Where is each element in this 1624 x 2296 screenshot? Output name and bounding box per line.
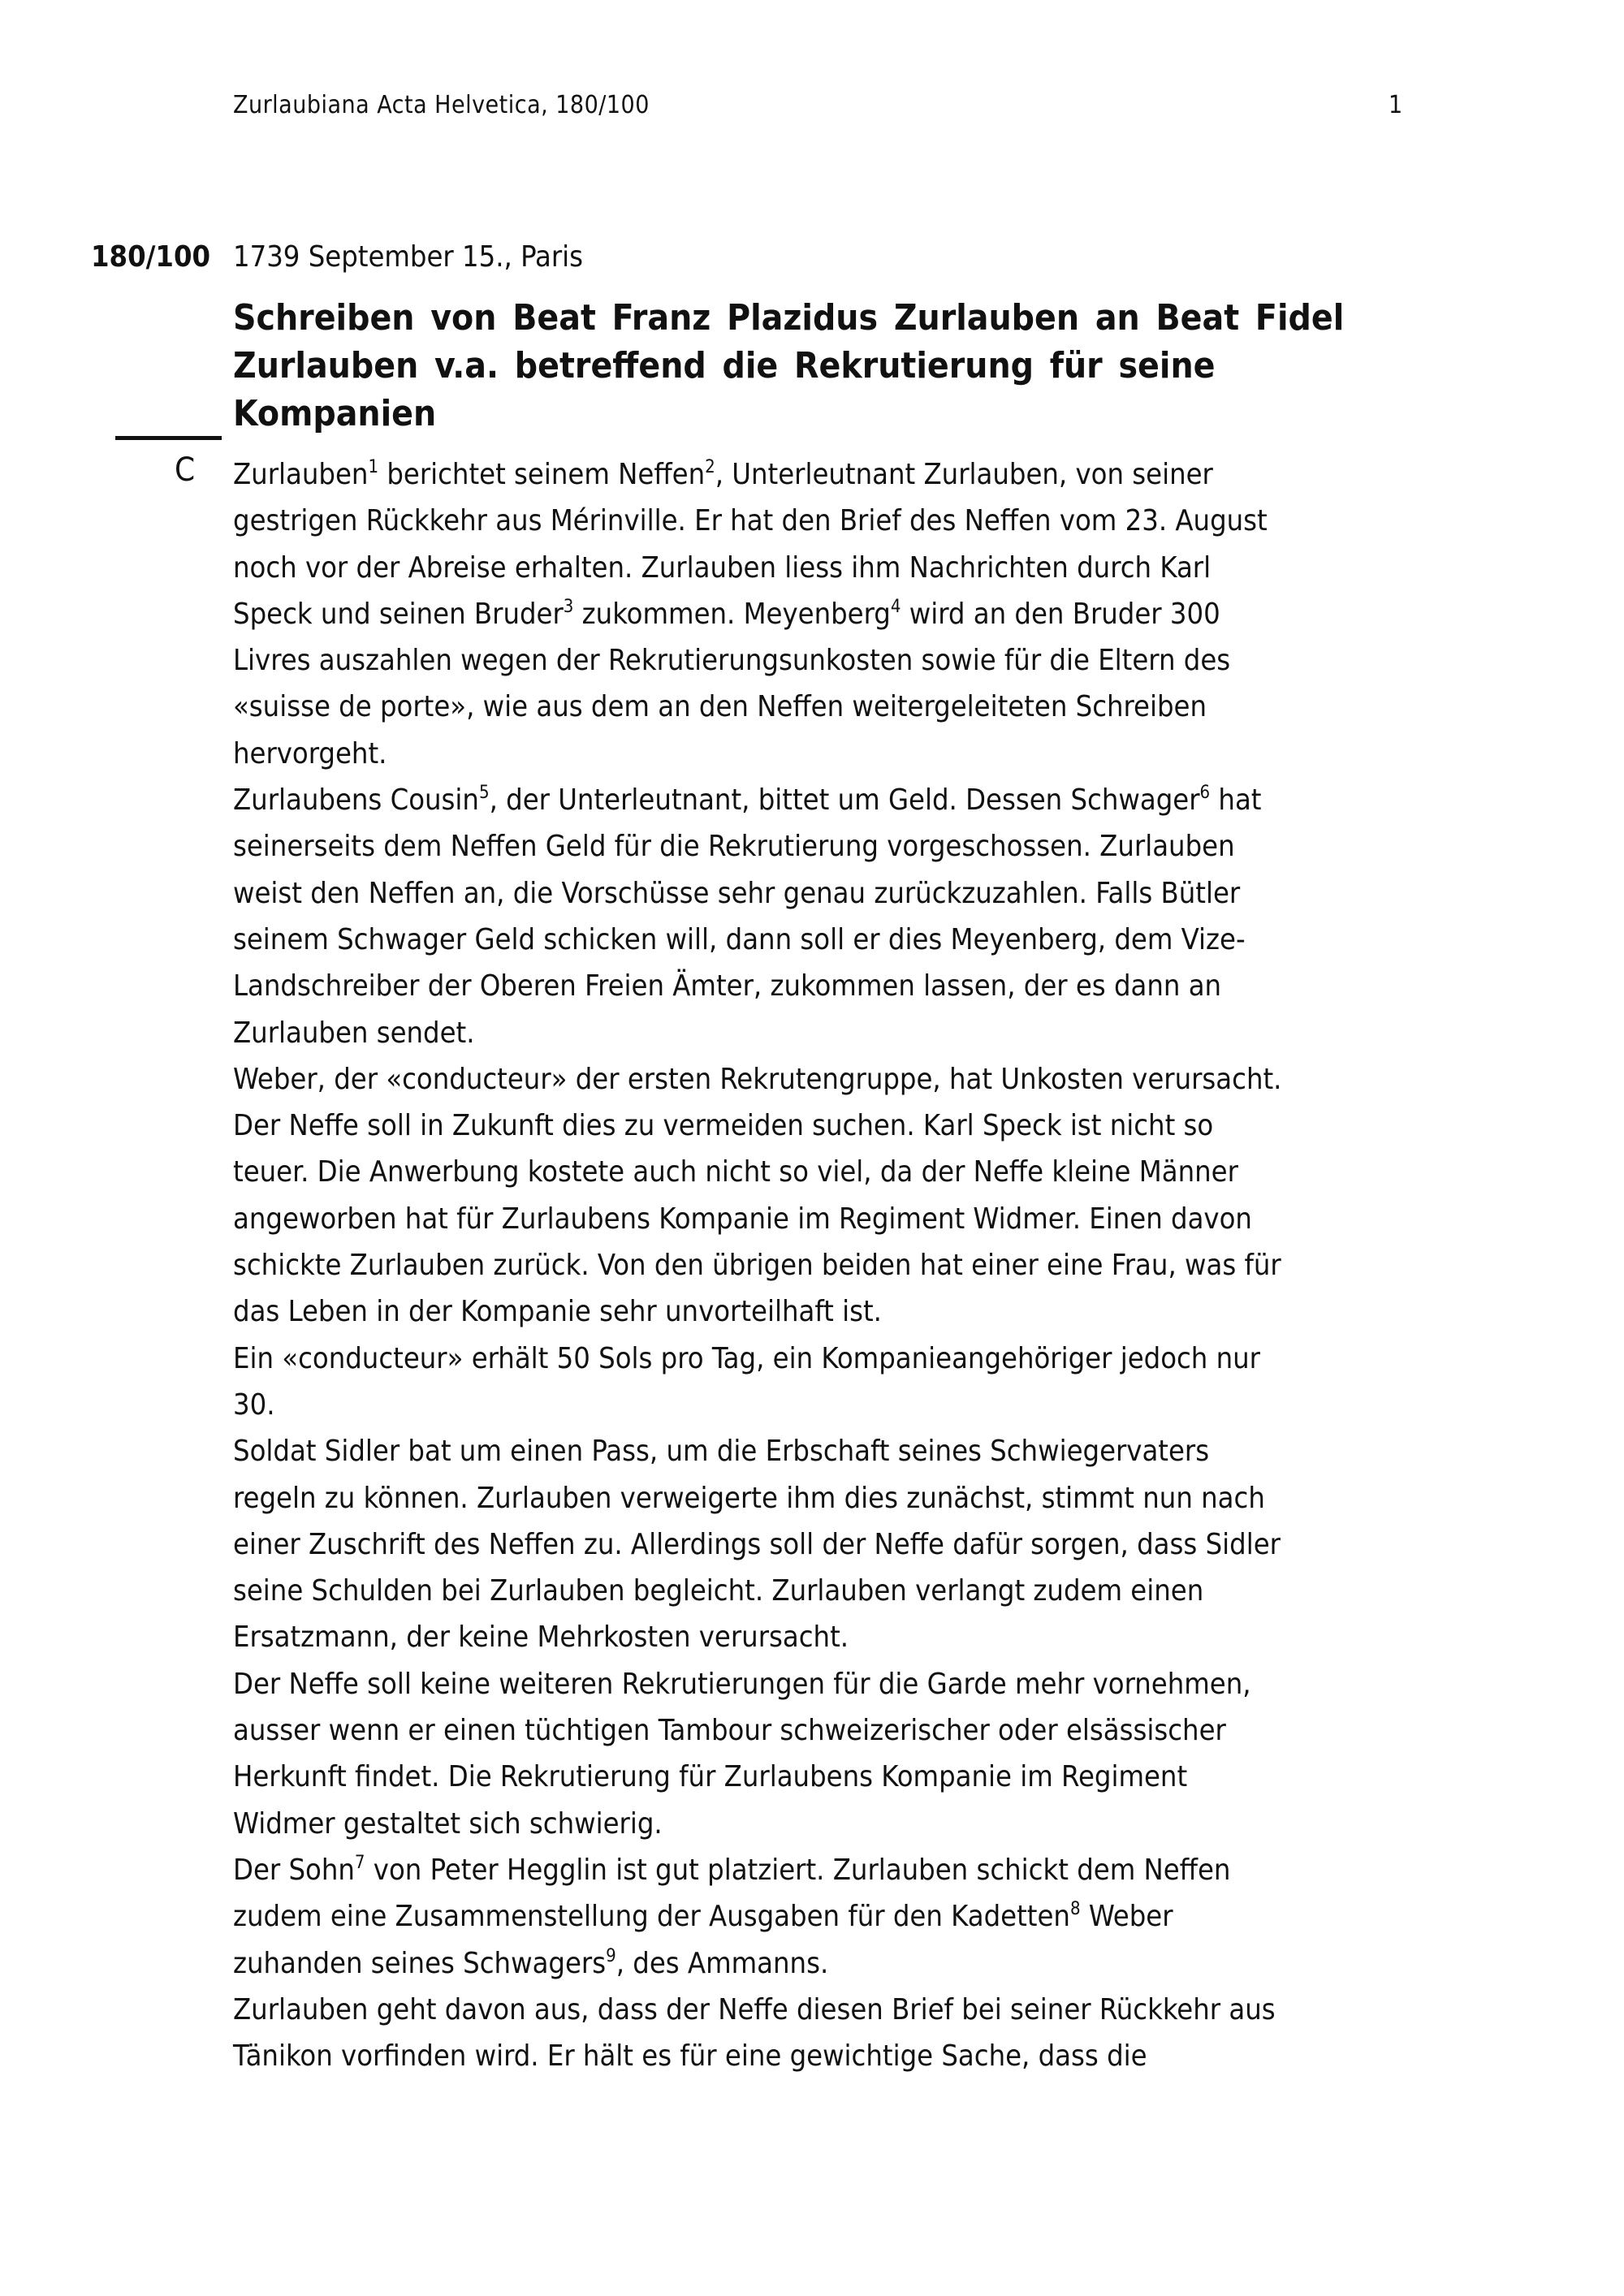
text-line xyxy=(233,1336,1281,1382)
text-line xyxy=(233,1614,1281,1660)
text-segment: Ein «conducteur» erhält 50 Sols pro Tag, ein Kompanieangehöriger jedoch nur xyxy=(233,1341,1260,1375)
footnote-marker: 7 xyxy=(354,1852,365,1873)
text-line xyxy=(233,1568,1281,1614)
text-segment: angeworben hat für Zurlaubens Kompanie im Regiment Widmer. Einen davon xyxy=(233,1202,1252,1236)
text-segment: das Leben in der Kompanie sehr unvorteilhaft ist. xyxy=(233,1295,882,1329)
text-line xyxy=(233,498,1281,544)
text-line xyxy=(233,1010,1281,1056)
running-header: Zurlaubiana Acta Helvetica, 180/100 xyxy=(233,91,650,119)
text-line xyxy=(233,1754,1281,1800)
text-line xyxy=(233,823,1281,870)
text-line xyxy=(233,1288,1281,1335)
text-line xyxy=(233,591,1281,637)
date-place: 1739 September 15., Paris xyxy=(233,240,584,274)
page-number: 1 xyxy=(1389,91,1403,119)
text-line xyxy=(233,1428,1281,1474)
regest-body xyxy=(233,451,1281,2079)
text-segment: hat xyxy=(1210,783,1262,818)
text-segment: ausser wenn er einen tüchtigen Tambour schweizerischer oder elsässischer xyxy=(233,1714,1226,1748)
text-line xyxy=(233,1987,1281,2033)
text-segment: Ersatzmann, der keine Mehrkosten verursacht. xyxy=(233,1621,849,1655)
text-line xyxy=(233,731,1281,777)
footnote-marker: 2 xyxy=(705,457,715,477)
text-segment: von Peter Hegglin ist gut platziert. Zurlauben schickt dem Neffen xyxy=(365,1853,1231,1887)
text-line xyxy=(233,1382,1281,1428)
text-segment: schickte Zurlauben zurück. Von den übrigen beiden hat einer eine Frau, was für xyxy=(233,1249,1281,1283)
text-line xyxy=(233,545,1281,591)
text-line xyxy=(233,451,1281,498)
text-segment: Der Neffe soll keine weiteren Rekrutierungen für die Garde mehr vornehmen, xyxy=(233,1667,1251,1701)
text-segment: zuhanden seines Schwagers xyxy=(233,1946,607,1980)
text-line xyxy=(233,1056,1281,1103)
text-segment: 30. xyxy=(233,1388,275,1422)
text-line xyxy=(233,1103,1281,1149)
text-segment: berichtet seinem Neffen xyxy=(378,458,706,491)
text-line xyxy=(233,1149,1281,1195)
text-segment: Landschreiber der Oberen Freien Ämter, zukommen lassen, der es dann an xyxy=(233,969,1222,1003)
title-line: Zurlauben v.a. betreffend die Rekrutierung für seine Kompanien xyxy=(233,345,1216,434)
text-line xyxy=(233,1661,1281,1707)
text-segment: seinem Schwager Geld schicken will, dann soll er dies Meyenberg, dem Vize- xyxy=(233,922,1246,956)
text-segment: Widmer gestaltet sich schwierig. xyxy=(233,1806,663,1841)
text-segment: hervorgeht. xyxy=(233,736,387,770)
footnote-marker: 6 xyxy=(1199,783,1211,804)
text-segment: wird an den Bruder 300 xyxy=(901,597,1220,631)
text-segment: Tänikon vorfinden wird. Er hält es für eine gewichtige Sache, dass die xyxy=(233,2039,1147,2074)
text-segment: , der Unterleutnant, bittet um Geld. Dessen Schwager xyxy=(489,783,1200,818)
text-line xyxy=(233,2033,1281,2079)
text-line xyxy=(233,870,1281,917)
text-segment: gestrigen Rückkehr aus Mérinville. Er hat den Brief des Neffen vom 23. August xyxy=(233,504,1268,538)
section-rule xyxy=(115,436,222,440)
document-number: 180/100 xyxy=(91,240,211,274)
text-segment: Speck und seinen Bruder xyxy=(233,597,564,631)
text-line xyxy=(233,963,1281,1009)
text-segment: «suisse de porte», wie aus dem an den Neffen weitergeleiteten Schreiben xyxy=(233,690,1207,724)
text-line xyxy=(233,1940,1281,1987)
text-segment: Der Sohn xyxy=(233,1853,355,1887)
text-segment: Zurlauben xyxy=(233,458,369,491)
text-line xyxy=(233,1707,1281,1754)
text-line xyxy=(233,917,1281,963)
text-segment: Livres auszahlen wegen der Rekrutierungsunkosten sowie für die Eltern des xyxy=(233,644,1231,678)
document-title xyxy=(233,294,1410,438)
text-segment: noch vor der Abreise erhalten. Zurlauben liess ihm Nachrichten durch Karl xyxy=(233,550,1212,585)
text-segment: Herkunft findet. Die Rekrutierung für Zurlaubens Kompanie im Regiment xyxy=(233,1760,1188,1794)
text-line xyxy=(233,1475,1281,1521)
title-line: Schreiben von Beat Franz Plazidus Zurlauben an Beat Fidel xyxy=(233,297,1345,339)
text-segment: regeln zu können. Zurlauben verweigerte ihm dies zunächst, stimmt nun nach xyxy=(233,1481,1265,1515)
text-line xyxy=(233,777,1281,823)
text-line xyxy=(233,684,1281,730)
text-line xyxy=(233,637,1281,684)
text-segment: zukommen. Meyenberg xyxy=(573,597,891,631)
text-segment: teuer. Die Anwerbung kostete auch nicht so viel, da der Neffe kleine Männer xyxy=(233,1155,1238,1189)
footnote-marker: 5 xyxy=(478,783,490,804)
text-line xyxy=(233,1847,1281,1893)
text-segment: , Unterleutnant Zurlauben, von seiner xyxy=(715,458,1213,491)
text-segment: weist den Neffen an, die Vorschüsse sehr genau zurückzuzahlen. Falls Bütler xyxy=(233,876,1241,910)
text-segment: , des Ammanns. xyxy=(615,1946,829,1980)
text-line xyxy=(233,1242,1281,1288)
footnote-marker: 9 xyxy=(606,1945,616,1966)
text-segment: Zurlauben sendet. xyxy=(233,1016,475,1050)
footnote-marker: 3 xyxy=(563,596,574,617)
text-line xyxy=(233,1801,1281,1847)
text-segment: Soldat Sidler bat um einen Pass, um die Erbschaft seines Schwiegervaters xyxy=(233,1435,1210,1469)
text-segment: seine Schulden bei Zurlauben begleicht. Zurlauben verlangt zudem einen xyxy=(233,1574,1204,1608)
footnote-marker: 1 xyxy=(368,457,379,477)
text-segment: seinerseits dem Neffen Geld für die Rekrutierung vorgeschossen. Zurlauben xyxy=(233,830,1235,864)
text-segment: einer Zuschrift des Neffen zu. Allerdings soll der Neffe dafür sorgen, dass Sidler xyxy=(233,1527,1281,1561)
text-segment: zudem eine Zusammenstellung der Ausgaben für den Kadetten xyxy=(233,1900,1070,1934)
sigle: C xyxy=(175,451,196,489)
footnote-marker: 4 xyxy=(890,596,901,617)
text-line xyxy=(233,1893,1281,1940)
text-line xyxy=(233,1521,1281,1568)
text-segment: Der Neffe soll in Zukunft dies zu vermeiden suchen. Karl Speck ist nicht so xyxy=(233,1109,1214,1143)
footnote-marker: 8 xyxy=(1069,1899,1081,1920)
text-segment: Zurlauben geht davon aus, dass der Neffe diesen Brief bei seiner Rückkehr aus xyxy=(233,1992,1276,2026)
text-segment: Zurlaubens Cousin xyxy=(233,783,479,818)
text-segment: Weber xyxy=(1080,1900,1173,1934)
text-segment: Weber, der «conducteur» der ersten Rekrutengruppe, hat Unkosten verursacht. xyxy=(233,1062,1282,1096)
text-line xyxy=(233,1196,1281,1242)
